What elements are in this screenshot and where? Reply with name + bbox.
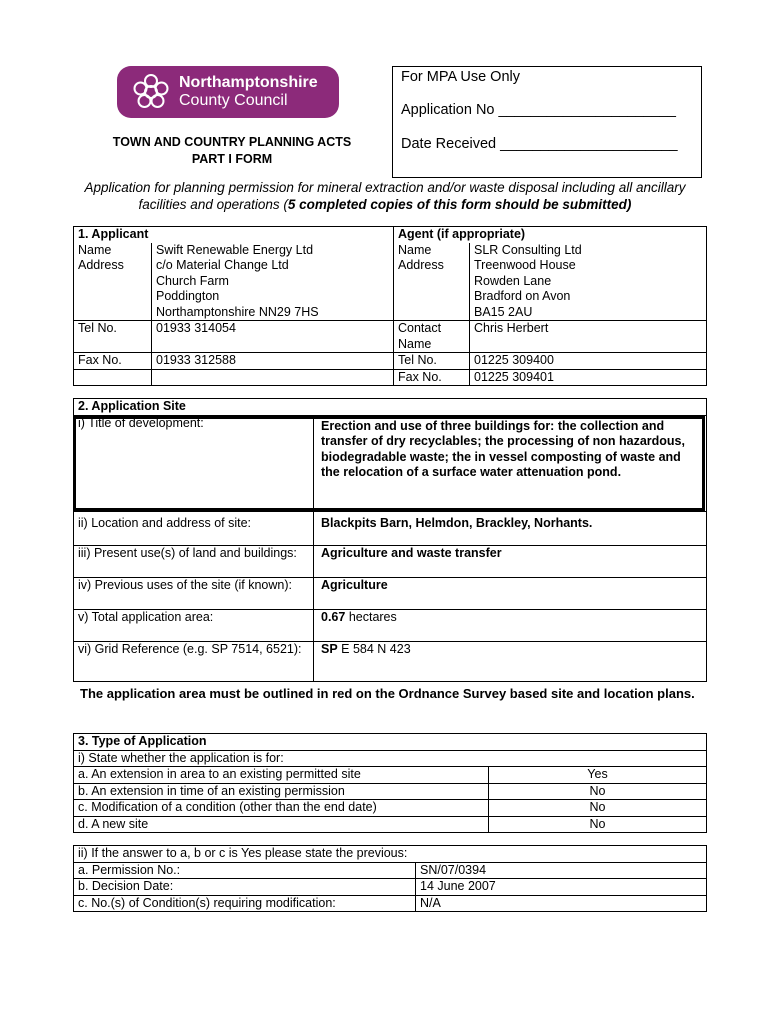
agent-address-line: Rowden Lane	[474, 273, 552, 288]
permission-no[interactable]: SN/07/0394	[416, 862, 707, 879]
previous-use[interactable]: Agriculture	[314, 577, 707, 609]
red-outline-note: The application area must be outlined in red on the Ordnance Survey based site and location plans.	[80, 686, 695, 701]
applicant-heading: 1. Applicant	[78, 227, 149, 241]
agent-contact[interactable]: Chris Herbert	[470, 321, 707, 353]
site-label: iii) Present use(s) of land and buildings:	[74, 545, 314, 577]
rose-emblem-icon	[131, 72, 171, 112]
type-option-label: a. An extension in area to an existing permitted site	[74, 767, 489, 784]
previous-label: a. Permission No.:	[74, 862, 416, 879]
agent-address-label: Address	[394, 258, 470, 321]
mpa-use-box	[392, 66, 702, 178]
mpa-title: For MPA Use Only	[401, 69, 520, 85]
agent-fax-label: Fax No.	[394, 369, 470, 386]
type-option-label: b. An extension in time of an existing permission	[74, 783, 489, 800]
type-option-value[interactable]: No	[489, 800, 707, 817]
form-title-line-2: PART I FORM	[191, 152, 273, 166]
agent-contact-label-2: Name	[398, 336, 432, 351]
development-title-highlight-box	[73, 416, 705, 511]
agent-name-label: Name	[394, 243, 470, 259]
area-unit: hectares	[345, 609, 397, 624]
agent-tel[interactable]: 01225 309400	[470, 353, 707, 370]
type-option-label: d. A new site	[74, 816, 489, 833]
applicant-fax[interactable]: 01933 312588	[152, 353, 394, 370]
intro-text-bold: 5 completed copies of this form should be submitted)	[287, 197, 632, 212]
agent-contact-label	[394, 321, 470, 353]
site-label: ii) Location and address of site:	[74, 511, 314, 545]
application-no-field[interactable]: Application No ______________________	[401, 102, 676, 118]
logo-line-2: County Council	[179, 92, 288, 109]
form-title	[70, 134, 394, 168]
applicant-tel[interactable]: 01933 314054	[152, 321, 394, 353]
previous-permission-table	[73, 845, 707, 912]
applicant-address[interactable]	[152, 258, 394, 321]
site-label: v) Total application area:	[74, 609, 314, 641]
grid-coords: E 584 N 423	[337, 641, 411, 656]
council-logo	[117, 66, 339, 118]
type-option-value[interactable]: No	[489, 816, 707, 833]
application-type-table	[73, 733, 707, 833]
agent-tel-label: Tel No.	[394, 353, 470, 370]
type-option-label: c. Modification of a condition (other than the end date)	[74, 800, 489, 817]
grid-prefix: SP	[321, 641, 338, 656]
previous-label: c. No.(s) of Condition(s) requiring modification:	[74, 895, 416, 912]
present-use[interactable]: Agriculture and waste transfer	[314, 545, 707, 577]
decision-date[interactable]: 14 June 2007	[416, 879, 707, 896]
agent-address-line: BA15 2AU	[474, 304, 533, 319]
site-heading: 2. Application Site	[78, 399, 186, 413]
agent-heading: Agent (if appropriate)	[394, 227, 707, 243]
empty-cell	[152, 369, 394, 386]
grid-reference[interactable]	[314, 641, 707, 681]
agent-address[interactable]	[470, 258, 707, 321]
area-value: 0.67	[321, 609, 346, 624]
conditions-no[interactable]: N/A	[416, 895, 707, 912]
applicant-fax-label: Fax No.	[74, 353, 152, 370]
agent-fax[interactable]: 01225 309401	[470, 369, 707, 386]
form-title-line-1: TOWN AND COUNTRY PLANNING ACTS	[112, 135, 352, 149]
applicant-tel-label: Tel No.	[74, 321, 152, 353]
agent-address-line: Treenwood House	[474, 258, 576, 272]
type-subheading: i) State whether the application is for:	[74, 750, 707, 767]
logo-line-1: Northamptonshire	[179, 74, 318, 91]
intro-text-main: Application for planning permission for mineral extraction and/or waste disposal including all ancillary facilities and operations (	[84, 180, 686, 212]
site-label: vi) Grid Reference (e.g. SP 7514, 6521):	[74, 641, 314, 681]
site-location[interactable]: Blackpits Barn, Helmdon, Brackley, Norhants.	[314, 511, 707, 545]
applicant-address-line: c/o Material Change Ltd	[156, 258, 289, 272]
applicant-address-label: Address	[78, 258, 124, 272]
previous-label: b. Decision Date:	[74, 879, 416, 896]
type-option-value[interactable]: Yes	[489, 767, 707, 784]
intro-text	[70, 179, 700, 213]
applicant-address-line: Northamptonshire NN29 7HS	[156, 304, 319, 319]
type-option-value[interactable]: No	[489, 783, 707, 800]
agent-name[interactable]: SLR Consulting Ltd	[470, 243, 707, 259]
development-title[interactable]: Erection and use of three buildings for: the collection and transfer of dry recyclables; the processing of non hazardous, biodegradable waste; the in vessel composting of waste and the relocation of a surface water attenuation pond.	[314, 415, 707, 511]
applicant-address-line: Poddington	[156, 289, 220, 303]
applicant-agent-table	[73, 226, 707, 386]
applicant-name-label: Name	[78, 242, 112, 257]
agent-contact-label-1: Contact	[398, 321, 442, 335]
type-heading: 3. Type of Application	[78, 734, 207, 748]
site-label: i) Title of development:	[74, 415, 314, 511]
applicant-address-line: Church Farm	[156, 273, 229, 288]
empty-cell	[74, 369, 152, 386]
site-label: iv) Previous uses of the site (if known):	[74, 577, 314, 609]
agent-address-line: Bradford on Avon	[474, 289, 571, 303]
applicant-name[interactable]: Swift Renewable Energy Ltd	[152, 243, 394, 259]
date-received-field[interactable]: Date Received ______________________	[401, 136, 678, 152]
previous-heading: ii) If the answer to a, b or c is Yes please state the previous:	[78, 846, 408, 860]
total-area[interactable]	[314, 609, 707, 641]
